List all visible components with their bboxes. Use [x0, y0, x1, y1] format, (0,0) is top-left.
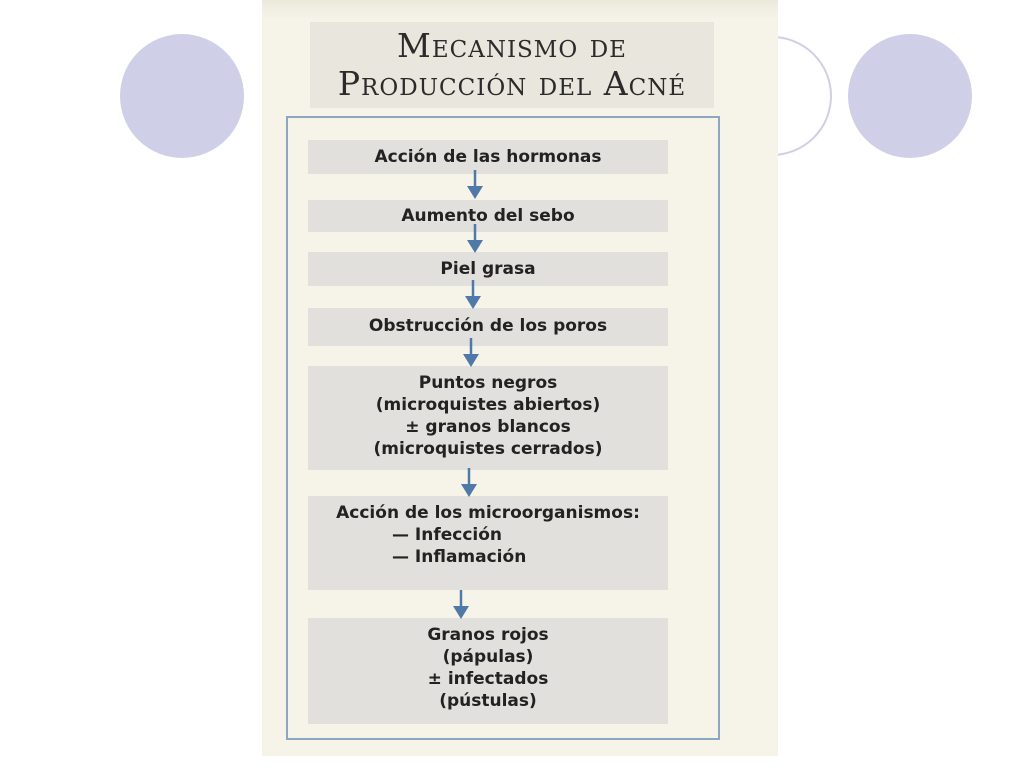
step-sebo — [308, 200, 668, 232]
step-microorganismos-line-2: — Infección — [392, 525, 503, 545]
arrow-down-icon — [466, 170, 484, 200]
arrow-down-icon — [462, 338, 480, 368]
scanned-page — [262, 0, 778, 756]
step-granos-rojos-line-3: ± infectados — [427, 669, 549, 689]
step-granos-rojos-line-4: (pústulas) — [439, 691, 537, 711]
step-microorganismos — [308, 496, 668, 590]
scan-edge — [262, 0, 778, 20]
step-microorganismos-line-3: — Inflamación — [392, 547, 527, 567]
title-line-1: Mecanismo de — [397, 26, 627, 65]
step-puntos-negros-line-3: ± granos blancos — [405, 417, 571, 437]
step-sebo-text: Aumento del sebo — [401, 206, 575, 226]
arrow-down-icon — [466, 224, 484, 254]
step-hormonas — [308, 140, 668, 174]
step-puntos-negros-line-4: (microquistes cerrados) — [373, 439, 603, 459]
step-puntos-negros — [308, 366, 668, 470]
arrow-down-icon — [452, 590, 470, 620]
title-line-2: Producción del Acné — [337, 64, 687, 103]
decorative-circle-right — [848, 34, 972, 158]
step-poros — [308, 308, 668, 346]
step-piel-grasa-text: Piel grasa — [440, 259, 536, 279]
arrow-down-icon — [460, 468, 478, 498]
step-puntos-negros-line-1: Puntos negros — [418, 373, 558, 393]
step-granos-rojos-line-2: (pápulas) — [442, 647, 534, 667]
step-poros-text: Obstrucción de los poros — [368, 316, 608, 336]
diagram-title — [310, 22, 714, 108]
decorative-circle-left — [120, 34, 244, 158]
flowchart-frame — [286, 116, 720, 740]
step-piel-grasa — [308, 252, 668, 286]
step-hormonas-text: Acción de las hormonas — [374, 147, 602, 167]
step-puntos-negros-line-2: (microquistes abiertos) — [375, 395, 601, 415]
step-microorganismos-line-1: Acción de los microorganismos: — [336, 503, 640, 523]
arrow-down-icon — [464, 280, 482, 310]
step-granos-rojos-line-1: Granos rojos — [427, 625, 549, 645]
step-granos-rojos — [308, 618, 668, 724]
